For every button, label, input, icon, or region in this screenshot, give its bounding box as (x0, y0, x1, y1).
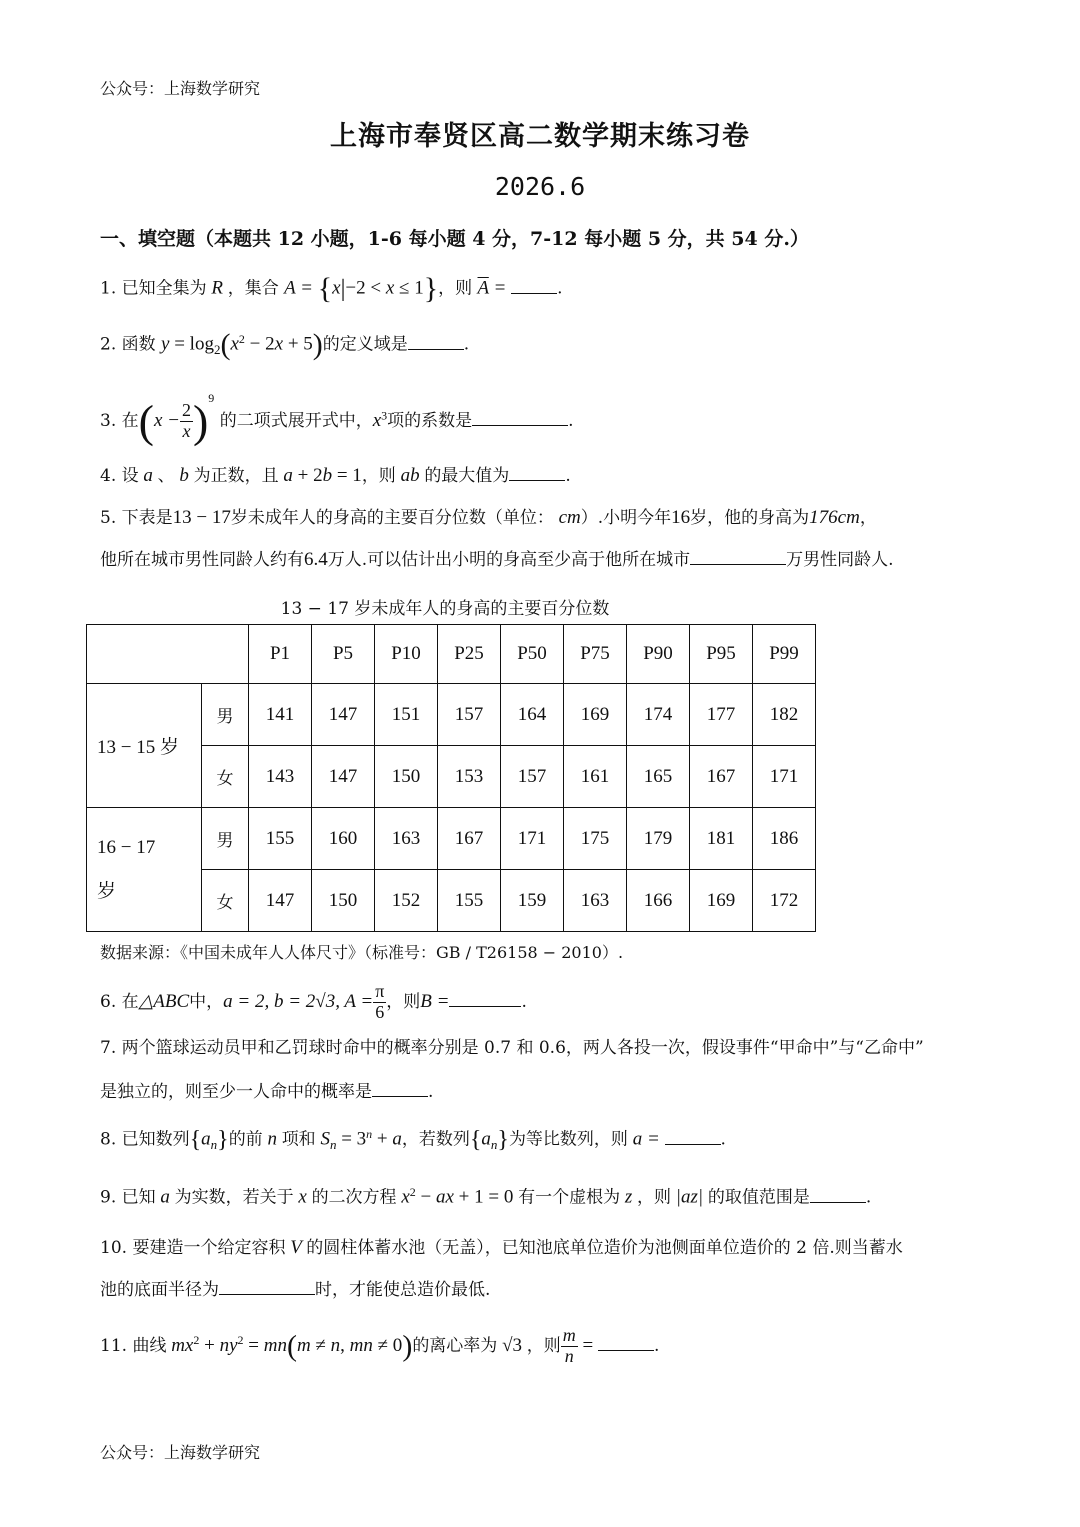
question-7-line2: 是独立的，则至少一人命中的概率是 . (100, 1082, 434, 1102)
value-cell: 169 (564, 684, 627, 746)
value-cell: 151 (375, 684, 438, 746)
corner-cell (87, 625, 249, 684)
question-6: 6. 在△ABC中，a = 2, b = 2√3, A = $\frac{\pi}{6}$ ，则B = . (100, 981, 527, 1022)
answer-blank[interactable] (665, 1130, 721, 1145)
question-1: 1. 已知全集为 R ，集合 A = {x|−2 < x ≤ 1}，则 $\overline{A}$ = . (100, 272, 563, 305)
value-cell: 147 (249, 870, 312, 932)
question-3: 3. 在(x − $\frac{2}{x}$ )$^9$ 的二项式展开式中，$x^3$项的系数是 . (100, 391, 574, 447)
question-7-line1: 7. 两个篮球运动员甲和乙罚球时命中的概率分别是 0.7 和 0.6，两人各投一次，假设事件“甲命中”与“乙命中” (100, 1038, 924, 1058)
value-cell: 163 (375, 808, 438, 870)
sex-cell: 男 (202, 684, 249, 746)
value-cell: 172 (753, 870, 816, 932)
table-row (87, 808, 816, 870)
value-cell: 153 (438, 746, 501, 808)
section-heading: 一、填空题（本题共 12 小题，1-6 每小题 4 分，7-12 每小题 5 分，共 54 分.） (100, 228, 809, 250)
header-cell: P10 (375, 625, 438, 684)
header-cell: P1 (249, 625, 312, 684)
header-cell: P25 (438, 625, 501, 684)
answer-blank[interactable] (408, 335, 464, 350)
sex-cell: 女 (202, 746, 249, 808)
value-cell: 150 (375, 746, 438, 808)
question-4: 4. 设 a 、 b 为正数，且 a + 2b = 1，则 ab 的最大值为 . (100, 465, 571, 486)
table-source: 数据来源：《中国未成年人人体尺寸》（标准号：GB / T26158 − 2010）. (100, 943, 624, 962)
question-5-line1: 5. 下表是13 − 17岁未成年人的身高的主要百分位数（单位： cm）.小明今年16岁，他的身高为176cm， (100, 507, 877, 528)
header-cell: P99 (753, 625, 816, 684)
question-11: 11. 曲线 $mx^2 + ny^2 = mn(m \ne n$, mn ≠ 0)的离心率为 √3 ，则 $\frac{m}{n}$ = . (100, 1325, 660, 1366)
answer-blank[interactable] (511, 279, 557, 294)
table-caption: 13 − 17 岁未成年人的身高的主要百分位数 (280, 599, 610, 619)
value-cell: 157 (501, 746, 564, 808)
answer-blank[interactable] (810, 1188, 866, 1203)
question-5-line2: 他所在城市男性同龄人约有6.4万人.可以估计出小明的身高至少高于他所在城市 万男性同龄人. (100, 549, 894, 570)
value-cell: 171 (753, 746, 816, 808)
question-10-line2: 池的底面半径为 时，才能使总造价最低. (100, 1280, 491, 1300)
question-9: 9. 已知 a 为实数，若关于 x 的二次方程 $x^2$ − ax + 1 = 0 有一个虚根为 z ，则 |az| 的取值范围是 . (100, 1185, 872, 1208)
table-row (87, 684, 816, 746)
header-cell: P50 (501, 625, 564, 684)
age-group-cell: 16 − 17 岁 (87, 808, 202, 932)
value-cell: 155 (249, 808, 312, 870)
value-cell: 165 (627, 746, 690, 808)
answer-blank[interactable] (509, 466, 565, 481)
exam-date: 2026.6 (494, 172, 586, 201)
question-8: 8. 已知数列$\{a_n\}$的前 n 项和 $S_n = 3^n + a$，若数列$\{a_n\}$为等比数列，则 a = . (100, 1127, 726, 1154)
table-header-row (87, 625, 816, 684)
value-cell: 141 (249, 684, 312, 746)
value-cell: 157 (438, 684, 501, 746)
value-cell: 155 (438, 870, 501, 932)
value-cell: 174 (627, 684, 690, 746)
sex-cell: 女 (202, 870, 249, 932)
age-group-cell: 13 − 15 岁 (87, 684, 202, 808)
value-cell: 181 (690, 808, 753, 870)
header-cell: P75 (564, 625, 627, 684)
answer-blank[interactable] (372, 1082, 428, 1097)
header-cell: P5 (312, 625, 375, 684)
value-cell: 147 (312, 684, 375, 746)
value-cell: 159 (501, 870, 564, 932)
value-cell: 167 (690, 746, 753, 808)
footer-account: 公众号：上海数学研究 (100, 1443, 261, 1462)
value-cell: 152 (375, 870, 438, 932)
header-account: 公众号：上海数学研究 (100, 79, 261, 98)
answer-blank[interactable] (449, 992, 521, 1007)
value-cell: 150 (312, 870, 375, 932)
answer-blank[interactable] (472, 411, 568, 426)
value-cell: 166 (627, 870, 690, 932)
question-2: 2. 函数 $y = \log_2(x^2 - 2x + 5)$的定义域是 . (100, 328, 470, 361)
value-cell: 177 (690, 684, 753, 746)
value-cell: 163 (564, 870, 627, 932)
header-cell: P95 (690, 625, 753, 684)
value-cell: 167 (438, 808, 501, 870)
value-cell: 171 (501, 808, 564, 870)
value-cell: 143 (249, 746, 312, 808)
value-cell: 160 (312, 808, 375, 870)
value-cell: 175 (564, 808, 627, 870)
answer-blank[interactable] (219, 1280, 315, 1295)
question-10-line1: 10. 要建造一个给定容积 V 的圆柱体蓄水池（无盖），已知池底单位造价为池侧面单位造价的 2 倍.则当蓄水 (100, 1237, 903, 1258)
page-title: 上海市奉贤区高二数学期末练习卷 (330, 121, 750, 152)
value-cell: 169 (690, 870, 753, 932)
value-cell: 182 (753, 684, 816, 746)
height-percentile-table (86, 624, 816, 932)
value-cell: 147 (312, 746, 375, 808)
value-cell: 179 (627, 808, 690, 870)
answer-blank[interactable] (690, 550, 786, 565)
header-cell: P90 (627, 625, 690, 684)
value-cell: 164 (501, 684, 564, 746)
value-cell: 161 (564, 746, 627, 808)
value-cell: 186 (753, 808, 816, 870)
answer-blank[interactable] (598, 1336, 654, 1351)
sex-cell: 男 (202, 808, 249, 870)
